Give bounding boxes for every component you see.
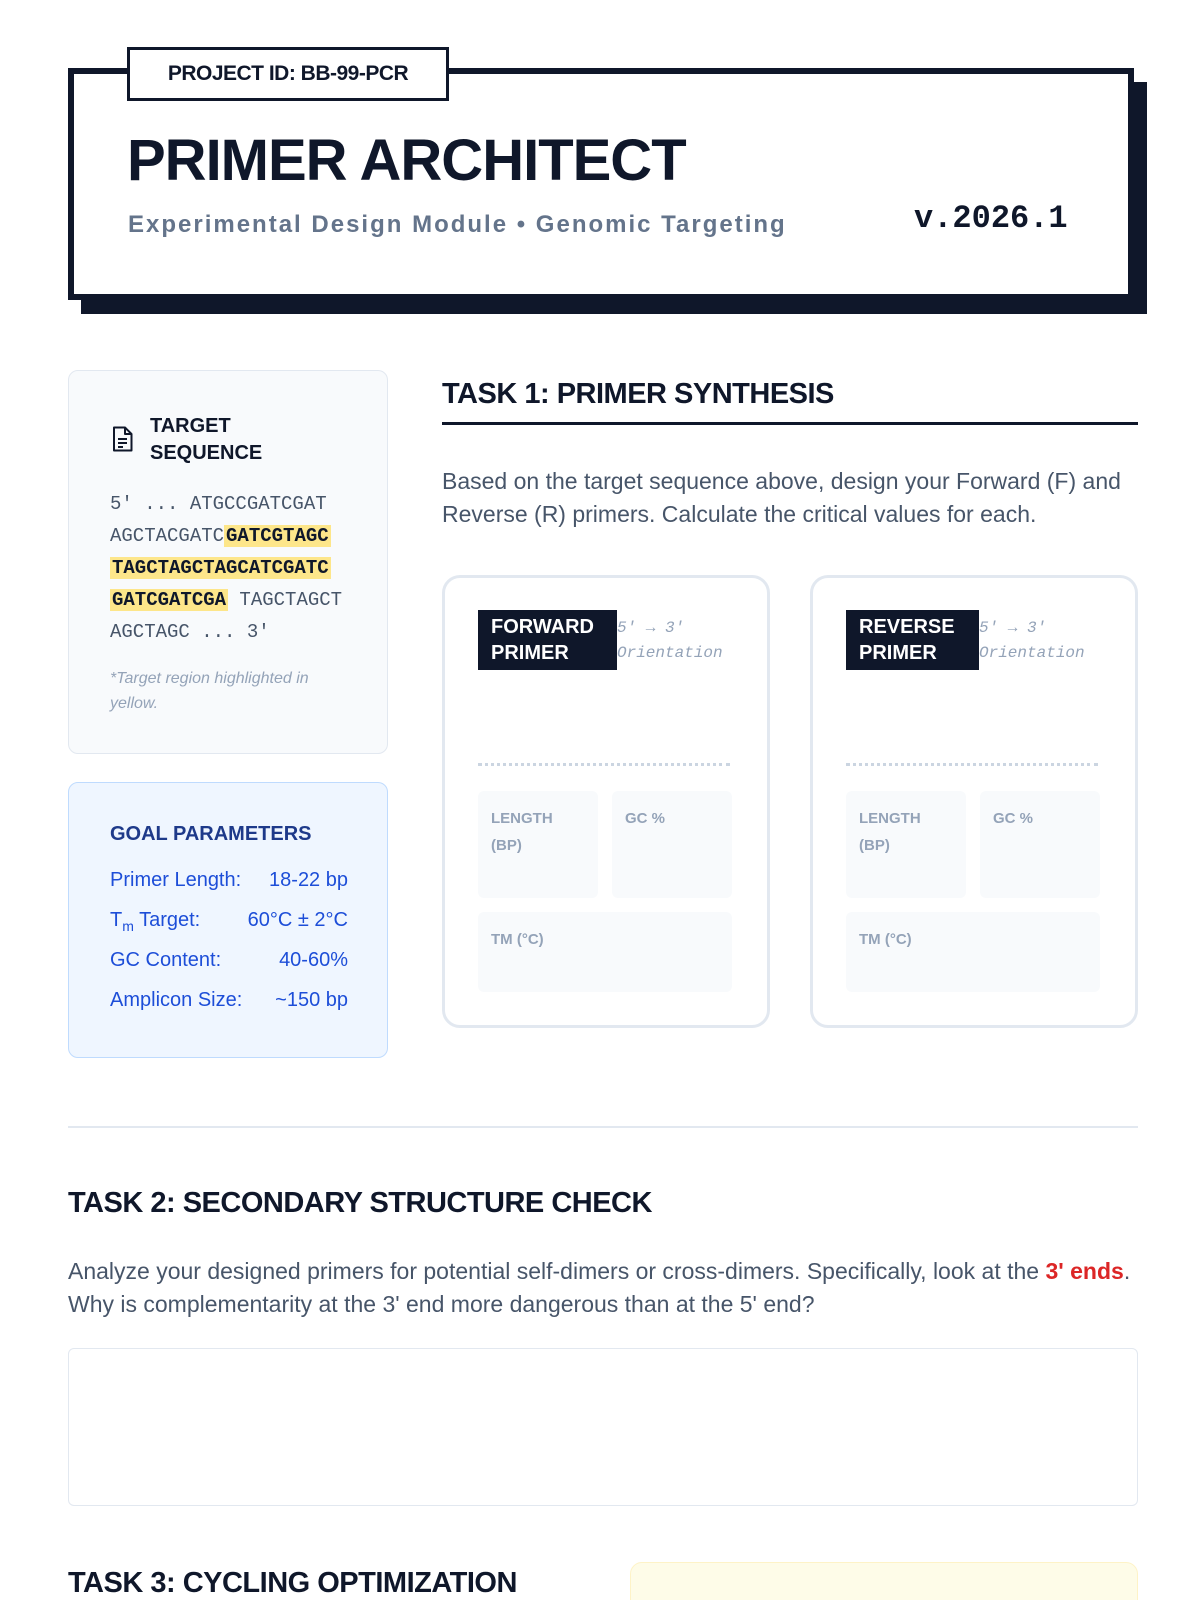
goal-label: $T_m$ Target: — [110, 909, 201, 934]
goal-parameters-title: GOAL PARAMETERS — [110, 823, 312, 845]
tm-field[interactable] — [478, 912, 732, 992]
primer-sequence-input-line[interactable] — [846, 763, 1098, 766]
forward-primer-label: FORWARD PRIMER — [478, 610, 617, 670]
task2-description: Analyze your designed primers for potential self-dimers or cross-dimers. Specifically, look at the 3' ends. Why is complementarity at the 3' end more dangerous than at the 5' end? — [68, 1258, 1131, 1317]
goal-row-gc-content — [110, 949, 348, 972]
task2-answer-box[interactable] — [68, 1348, 1138, 1506]
goal-row-primer-length — [110, 869, 348, 892]
highlighted-sequence: GATCGATCGA — [112, 589, 227, 611]
tm-label: TM (°C) — [491, 931, 544, 948]
forward-primer-card — [442, 575, 770, 1028]
goal-row-amplicon-size — [110, 989, 348, 1012]
reverse-primer-card — [810, 575, 1138, 1028]
version-label: v.2026.1 — [914, 200, 1068, 237]
section-divider — [68, 1126, 1138, 1128]
sequence-line — [110, 616, 360, 648]
goal-value: 40-60% — [279, 949, 348, 971]
gc-field[interactable] — [612, 791, 732, 898]
task2-title: TASK 2: SECONDARY STRUCTURE CHECK — [68, 1187, 652, 1219]
task1-description: Based on the target sequence above, design your Forward (F) and Reverse (R) primers. Calculate the critical values for each. — [442, 468, 1121, 527]
sequence-segment: 5' ... ATGCCGATCGAT — [110, 493, 327, 515]
project-id-tag: PROJECT ID: BB-99-PCR — [127, 47, 449, 101]
goal-value: 60°C ± 2°C — [247, 909, 348, 931]
sequence-segment: AGCTACGATC — [110, 525, 225, 547]
goal-row-tm-target — [110, 909, 348, 934]
task1-title: TASK 1: PRIMER SYNTHESIS — [442, 378, 834, 410]
highlighted-sequence: TAGCTAGCTAGCATCGATC — [112, 557, 329, 579]
emphasis-text: 3' ends — [1045, 1258, 1124, 1284]
gc-label: GC % — [625, 810, 666, 827]
goal-value: 18-22 bp — [269, 869, 348, 891]
goal-label: Primer Length: — [110, 869, 242, 891]
sequence-line — [110, 520, 360, 552]
length-field[interactable] — [478, 791, 598, 898]
sequence-line — [110, 488, 360, 520]
goal-parameters-card — [68, 782, 388, 1058]
page-title: PRIMER ARCHITECT — [127, 128, 686, 193]
document-icon — [111, 426, 133, 452]
length-label: LENGTH (BP) — [859, 810, 921, 854]
task3-title: TASK 3: CYCLING OPTIMIZATION — [68, 1567, 517, 1599]
primer-sequence-input-line[interactable] — [478, 763, 730, 766]
sequence-segment: AGCTAGC ... 3' — [110, 621, 270, 643]
sequence-segment: TAGCTAGCT — [228, 589, 343, 611]
tm-label: TM (°C) — [859, 931, 912, 948]
gc-field[interactable] — [980, 791, 1100, 898]
sequence-note: *Target region highlighted in yellow. — [110, 670, 309, 712]
tm-field[interactable] — [846, 912, 1100, 992]
sequence-line — [110, 584, 360, 616]
length-field[interactable] — [846, 791, 966, 898]
sequence-line — [110, 552, 360, 584]
reverse-primer-label: REVERSE PRIMER — [846, 610, 979, 670]
orientation-label: 5' → 3' Orientation — [979, 619, 1085, 662]
sequence-text — [110, 488, 360, 648]
target-sequence-title: TARGET SEQUENCE — [150, 415, 263, 464]
task3-note-box — [630, 1562, 1138, 1600]
target-sequence-card — [68, 370, 388, 754]
goal-label: Amplicon Size: — [110, 989, 243, 1011]
page-subtitle: Experimental Design Module • Genomic Targeting — [128, 211, 787, 238]
highlighted-sequence: GATCGTAGC — [226, 525, 329, 547]
goal-value: ~150 bp — [275, 989, 348, 1011]
orientation-label: 5' → 3' Orientation — [617, 619, 723, 662]
goal-label: GC Content: — [110, 949, 222, 971]
length-label: LENGTH (BP) — [491, 810, 553, 854]
task1-divider — [442, 422, 1138, 425]
gc-label: GC % — [993, 810, 1034, 827]
